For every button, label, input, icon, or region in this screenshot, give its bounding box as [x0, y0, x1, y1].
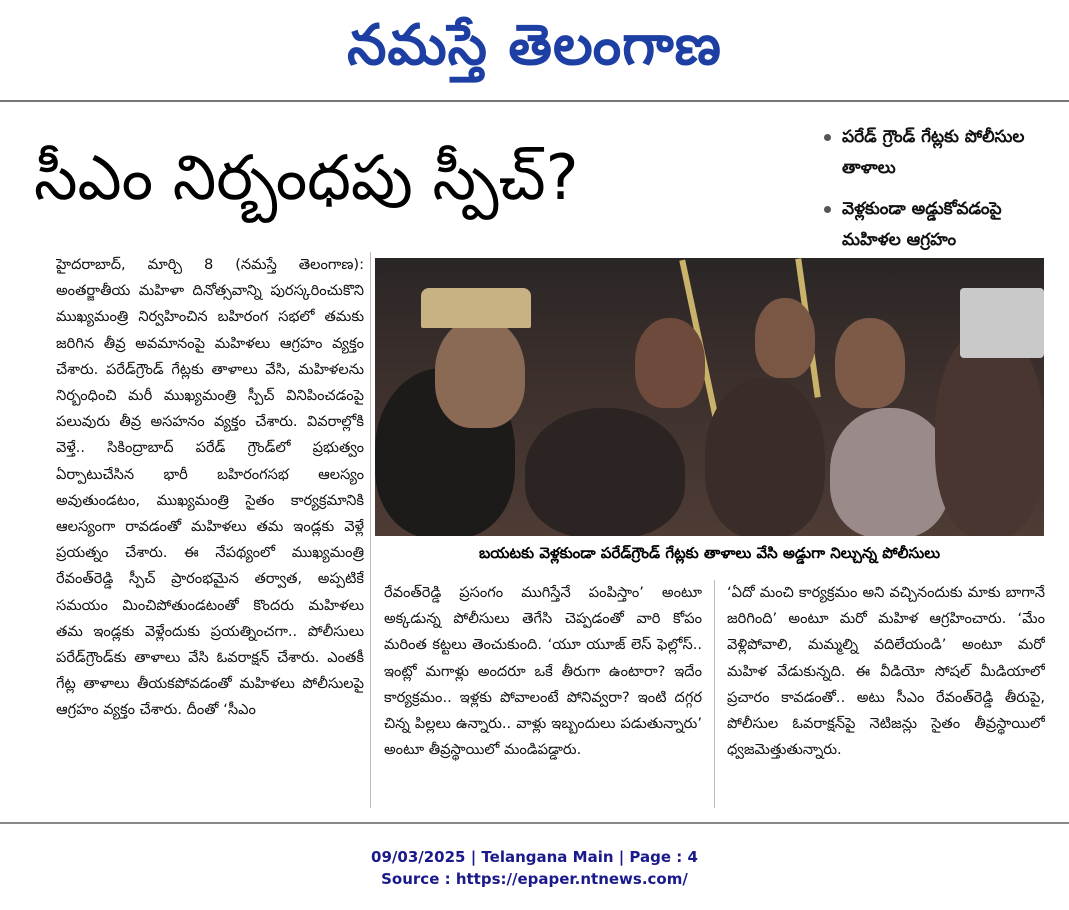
- highlight-item: వెళ్లకుండా అడ్డుకోవడంపై మహిళల ఆగ్రహం: [822, 194, 1062, 256]
- footer-divider: [0, 822, 1069, 824]
- column-divider: [370, 252, 371, 808]
- crowd-figure: [835, 318, 905, 408]
- background-tent: [960, 288, 1044, 358]
- highlight-item: పరేడ్ గ్రౌండ్ గేట్లకు పోలీసుల తాళాలు: [822, 122, 1062, 184]
- highlights-list: [822, 122, 1062, 266]
- crowd-figure: [635, 318, 705, 408]
- police-cap: [421, 288, 531, 328]
- article-column-2: రేవంత్‌రెడ్డి ప్రసంగం ముగిస్తేనే పంపిస్తాం’ అంటూ అక్కడున్న పోలీసులు తెగేసి చెప్పడంతో వారి కోపం మరింత కట్టలు తెంచుకుంది. ‘యూ యూజ్ లెస్ ఫెల్లోస్.. ఇంట్లో మగాళ్లు అందరూ ఒకే తీరుగా ఉంటారా? ఇదేం కార్యక్రమం.. ఇళ్లకు పోవాలంటే పోనివ్వరా? ఇంటి దగ్గర చిన్న పిల్లలు ఉన్నారు.. వాళ్లు ఇబ్బందులు పడుతున్నారు’ అంటూ తీవ్రస్థాయిలో మండిపడ్డారు.: [384, 584, 702, 759]
- column-divider: [714, 580, 715, 808]
- crowd-figure: [935, 328, 1044, 536]
- photo-caption: బయటకు వెళ్లకుండా పరేడ్‌గ్రౌండ్ గేట్లకు తాళాలు వేసి అడ్డుగా నిల్చున్న పోలీసులు: [478, 544, 941, 562]
- crowd-figure: [755, 298, 815, 378]
- crowd-figure: [705, 378, 825, 536]
- crowd-figure: [525, 408, 685, 536]
- crowd-figure: [830, 408, 950, 536]
- footer: [0, 846, 1069, 890]
- crowd-figure: [435, 318, 525, 428]
- source-link[interactable]: Source : https://epaper.ntnews.com/: [381, 870, 688, 888]
- news-photo: [375, 258, 1044, 536]
- newspaper-logo: నమస్తే తెలంగాణ: [347, 13, 722, 78]
- article-column-3: ‘ఏదో మంచి కార్యక్రమం అని వచ్చినందుకు మాకు బాగానే జరిగింది’ అంటూ మరో మహిళ ఆగ్రహించారు. ‘మేం వెళ్లిపోవాలి, మమ్మల్ని వదిలేయండి’ అంటూ మరో మహిళ వేడుకున్నది. ఈ వీడియో సోషల్ మీడియాలో ప్రచారం కావడంతో.. అటు సీఎం రేవంత్‌రెడ్డి తీరుపై, పోలీసుల ఓవరాక్షన్‌పై నెటిజన్లు సైతం తీవ్రస్థాయిలో ధ్వజమెత్తుతున్నారు.: [727, 584, 1045, 759]
- masthead-divider: [0, 100, 1069, 102]
- article-column-1: హైదరాబాద్, మార్చి 8 (నమస్తే తెలంగాణ): అంతర్జాతీయ మహిళా దినోత్సవాన్ని పురస్కరించుకొని ముఖ్యమంత్రి నిర్వహించిన బహిరంగ సభలో తమకు జరిగిన తీవ్ర అవమానంపై మహిళలు ఆగ్రహం వ్యక్తం చేశారు. పరేడ్‌గ్రౌండ్ గేట్లకు తాళాలు వేసి, మహిళలను నిర్బంధించి మరీ ముఖ్యమంత్రి స్పీచ్ వినిపించడంపై పలువురు తీవ్ర అసహనం వ్యక్తం చేశారు. వివరాల్లోకి వెళ్తే.. సికింద్రాబాద్ పరేడ్ గ్రౌండ్‌లో ప్రభుత్వం ఏర్పాటుచేసిన భారీ బహిరంగసభ ఆలస్యం అవుతుండటం, ముఖ్యమంత్రి సైతం కార్యక్రమానికి ఆలస్యంగా రావడంతో మహిళలు తమ ఇండ్లకు వెళ్లే ప్రయత్నం చేశారు. ఈ నేపథ్యంలో ముఖ్యమంత్రి రేవంత్‌రెడ్డి స్పీచ్ ప్రారంభమైన తర్వాత, అప్పటికే సమయం మించిపోతుండటంతో కొందరు మహిళలు తమ ఇండ్లకు వెళ్లేందుకు ప్రయత్నించగా.. పోలీసులు పరేడ్‌గ్రౌండ్‌కు తాళాలు వేసి ఓవరాక్షన్ చేశారు. ఎంతకీ గేట్ల తాళాలు తీయకపోవడంతో మహిళలు పోలీసులపై ఆగ్రహం వ్యక్తం చేశారు. దీంతో ‘సీఎం: [56, 256, 364, 719]
- masthead: [0, 0, 1069, 100]
- headline: సీఎం నిర్బంధపు స్పీచ్?: [34, 141, 579, 214]
- edition-info: 09/03/2025 | Telangana Main | Page : 4: [371, 848, 698, 866]
